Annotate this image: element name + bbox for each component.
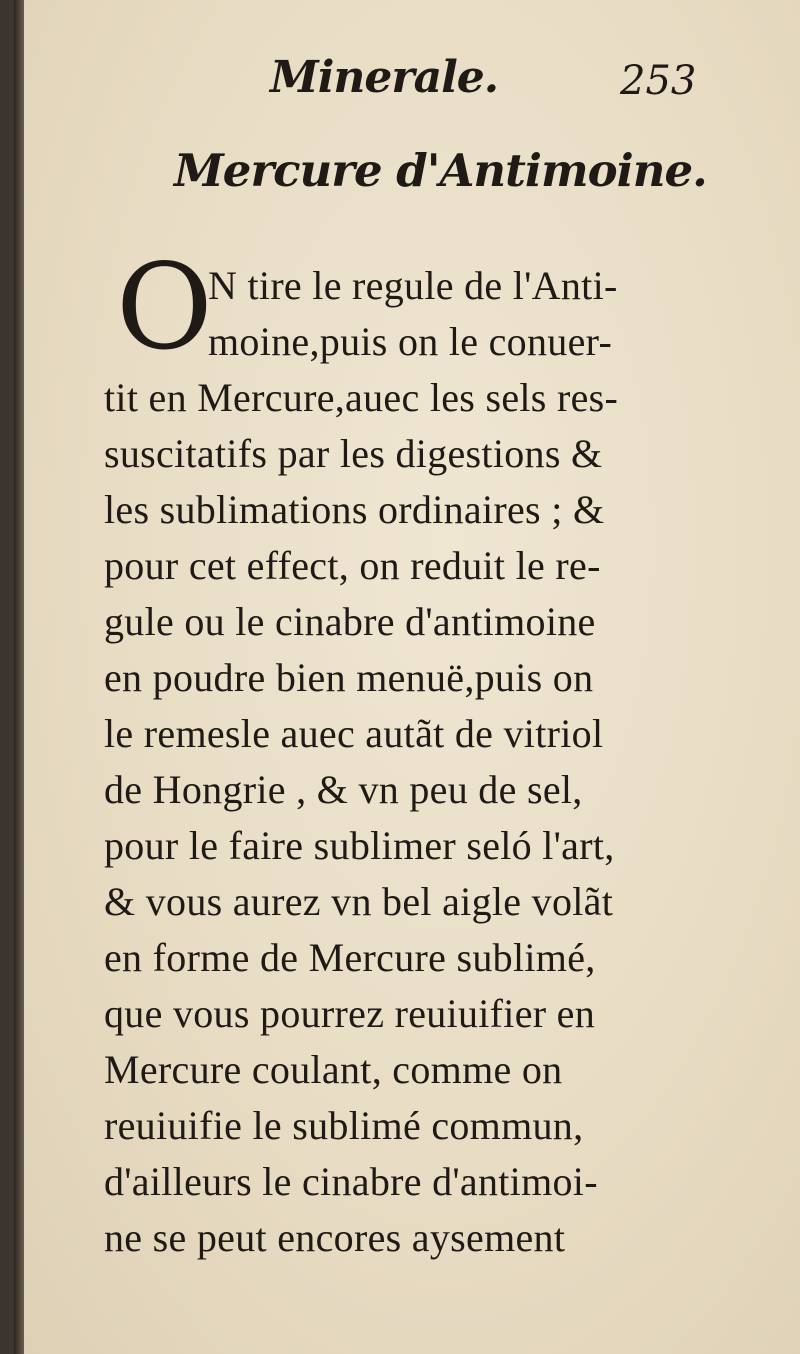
drop-cap: O: [116, 238, 213, 376]
page-number: 253: [620, 58, 697, 104]
section-heading: Mercure d'Antimoine.: [174, 144, 707, 197]
text-line: tit en Mercure,auec les sels res-: [104, 375, 619, 420]
running-title: Minerale.: [270, 52, 499, 103]
text-line: le remesle auec autãt de vitriol: [104, 711, 604, 756]
page-binding-edge: [14, 0, 24, 1354]
text-line: en poudre bien menuë,puis on: [104, 655, 594, 700]
text-line: & vous aurez vn bel aigle volãt: [104, 879, 614, 924]
text-line: moine,puis on le conuer-: [208, 319, 613, 364]
text-line: en forme de Mercure sublimé,: [104, 935, 596, 980]
text-line: gule ou le cinabre d'antimoine: [104, 599, 596, 644]
text-line: que vous pourrez reuiuifier en: [104, 991, 596, 1036]
book-page: [14, 0, 800, 1354]
text-line: pour cet effect, on reduit le re-: [104, 543, 601, 588]
text-line: ne se peut encores aysement: [104, 1215, 566, 1260]
text-line: les sublimations ordinaires ; &: [104, 487, 605, 532]
text-line: Mercure coulant, comme on: [104, 1047, 563, 1092]
text-line: pour le faire sublimer seló l'art,: [104, 823, 615, 868]
text-line: reuiuifie le sublimé commun,: [104, 1103, 584, 1148]
page-header: [14, 44, 800, 114]
text-line: suscitatifs par les digestions &: [104, 431, 603, 476]
text-line: de Hongrie , & vn peu de sel,: [104, 767, 583, 812]
text-line: N tire le regule de l'Anti-: [208, 263, 618, 308]
text-line: d'ailleurs le cinabre d'antimoi-: [104, 1159, 598, 1204]
